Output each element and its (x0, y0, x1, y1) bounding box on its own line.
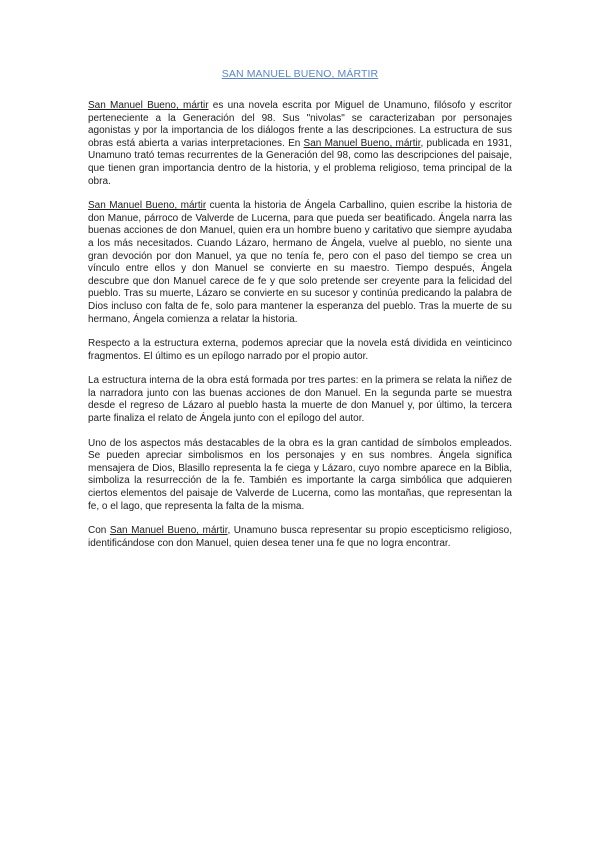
paragraph (88, 525, 512, 550)
paragraph-text: , publicada en 1931, Unamuno trató temas recurrentes de la Generación del 98, como las descripciones del paisaje, que tienen gran importancia dentro de la historia, y el problema religioso, tema principal de la obra. (88, 137, 512, 187)
paragraph-text: es una novela escrita por Miguel de Unamuno, filósofo y escritor perteneciente a la Generación del 98. Sus "nivolas" se caracterizaban por personajes agonistas y por la importancia de los diálogos frente a las descripciones. La estructura de sus obras está abierta a varias interpretaciones. En (88, 100, 513, 149)
paragraph (88, 438, 512, 514)
paragraph (88, 338, 512, 363)
book-title-reference: San Manuel Bueno, mártir (303, 137, 421, 149)
paragraph-text: Uno de los aspectos más destacables de la obra es la gran cantidad de símbolos empleados. Se pueden apreciar simbolismos en los personajes y en sus nombres. Ángela significa mensajera de Dios, Blasillo representa la fe ciega y Lázaro, cuyo nombre aparece en la Biblia, simboliza la resurrección de la fe. También es importante la carga simbólica que adquieren ciertos elementos del paisaje de Valverde de Lucerna, como las montañas, que representan la fe, o el lago, que representa la falta de la misma. (88, 437, 512, 512)
paragraph-text: La estructura interna de la obra está formada por tres partes: en la primera se relata la niñez de la narradora junto con las buenas acciones de don Manuel. En la segunda parte se muestra desde el regreso de Lázaro al pueblo hasta la muerte de don Manuel y, por último, la tercera parte finaliza el relato de Ángela junto con el epílogo del autor. (88, 375, 512, 425)
paragraph-text: Respecto a la estructura externa, podemos apreciar que la novela está dividida en veinticinco fragmentos. El último es un epílogo narrado por el propio autor. (88, 338, 512, 362)
document-title: SAN MANUEL BUENO, MÁRTIR (221, 68, 379, 80)
paragraph (88, 375, 512, 425)
paragraph-text: , Unamuno busca representar su propio escepticismo religioso, identificándose con don Manuel, quien desea tener una fe que no logra encontrar. (88, 525, 513, 549)
paragraph (88, 100, 512, 188)
book-title-reference: San Manuel Bueno, mártir (109, 525, 228, 537)
paragraph-text: Con (88, 525, 110, 537)
document-body (88, 100, 512, 550)
paragraph (88, 200, 512, 326)
book-title-reference: San Manuel Bueno, mártir (88, 200, 207, 212)
book-title-reference: San Manuel Bueno, mártir (88, 100, 209, 111)
paragraph-text: cuenta la historia de Ángela Carballino, quien escribe la historia de don Manue, párroco de Valverde de Lucerna, para que pueda ser beatificado. Ángela narra las buenas acciones de don Manuel, quien era un hombre bueno y caritativo que siempre ayudaba a los más necesitados. Cuando Lázaro, hermano de Ángela, vuelve al pueblo, no siente una gran devoción por don Manuel, ya que no tenía fe, pero con el paso del tiempo se crea un vínculo entre ellos y don Manuel se convierte en su maestro. Tiempo después, Ángela descubre que don Manuel carece de fe y que solo pretende ser creyente para la felicidad del pueblo. Tras su muerte, Lázaro se convierte en su sucesor y continúa predicando la palabra de Dios incluso con falta de fe, solo para mantener la esperanza del pueblo. Tras la muerte de su hermano, Ángela comienza a relatar la historia. (88, 200, 513, 325)
